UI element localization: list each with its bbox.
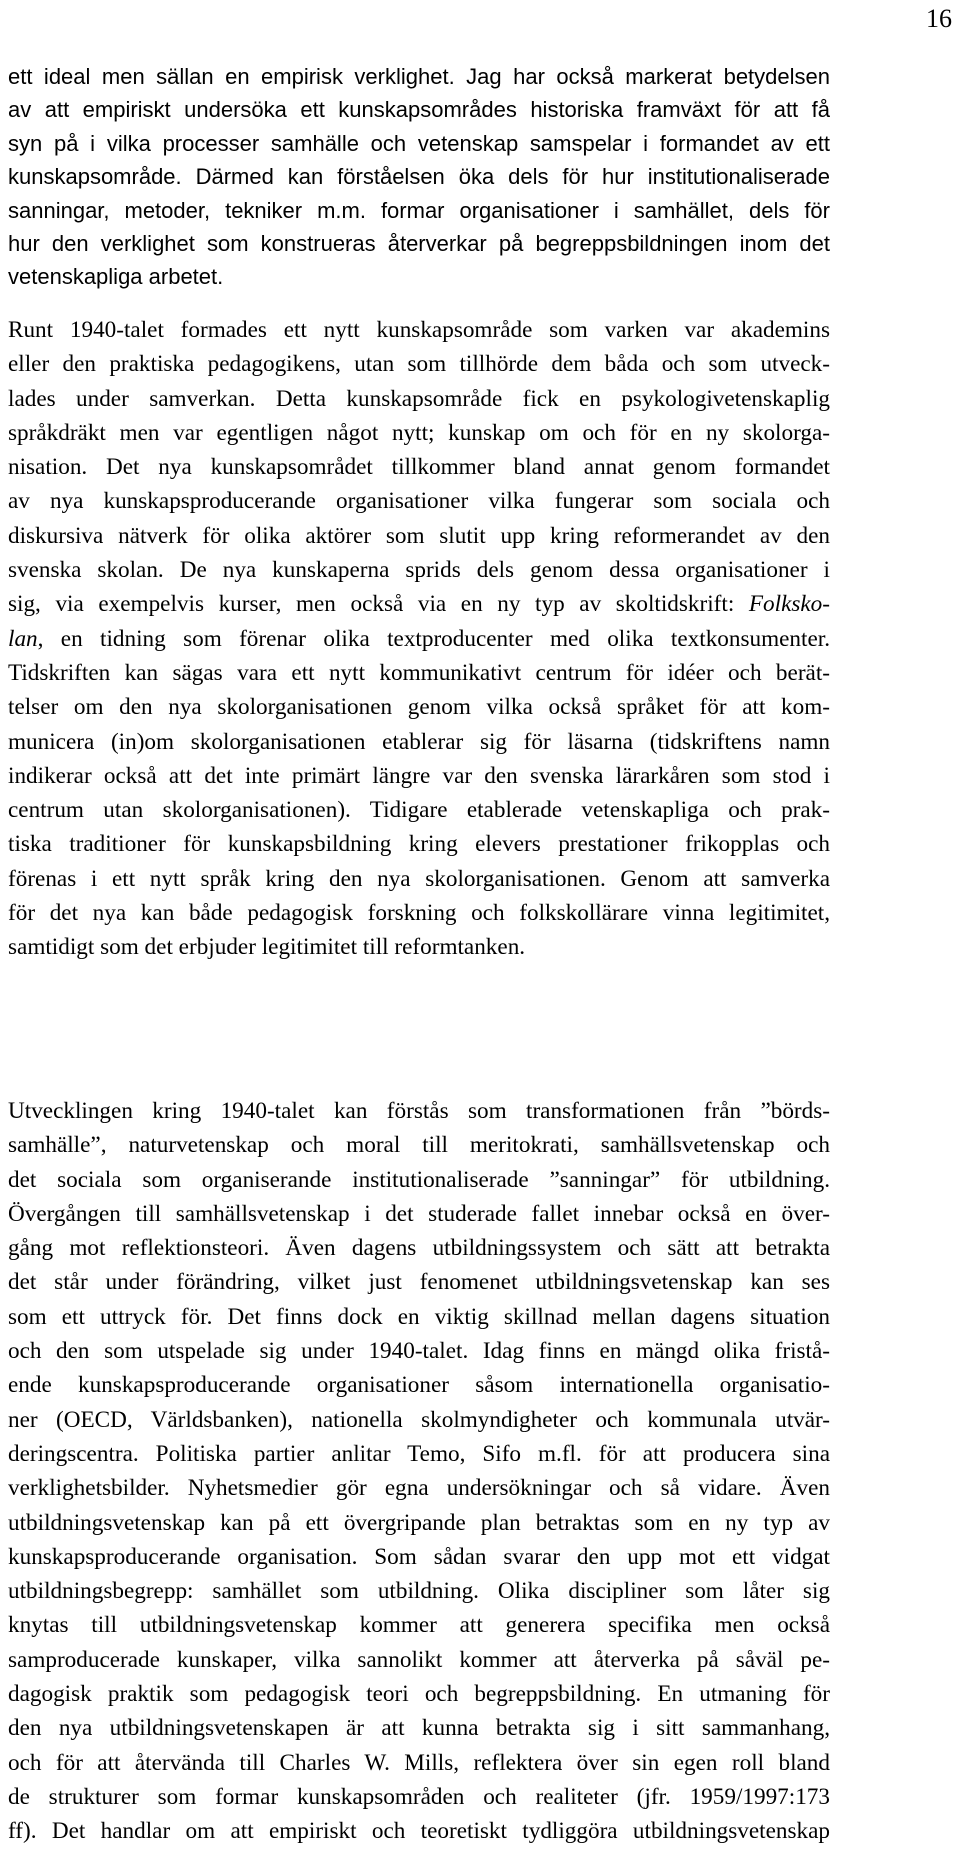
paragraph-3-line: det står under förändring, vilket just fenomenet utbildningsvetenskap kan ses: [8, 1269, 830, 1296]
paragraph-3-line: gång mot reflektionsteori. Även dagens utbildningssystem och sätt att betrakta: [8, 1235, 830, 1262]
paragraph-3-line: de strukturer som formar kunskapsområden och realiteter (jfr. 1959/1997:173: [8, 1783, 830, 1810]
paragraph-1-line: vetenskapliga arbetet.: [8, 264, 224, 290]
paragraph-3-line: knytas till utbildningsvetenskap kommer att generera specifika men också: [8, 1612, 830, 1639]
paragraph-1-line: av att empiriskt undersöka ett kunskapsområdes historiska framväxt för att få: [8, 97, 830, 123]
paragraph-1-line: hur den verklighet som konstrueras återverkar på begreppsbildningen inom det: [8, 231, 830, 257]
journal-title-italic: lan: [8, 625, 38, 652]
paragraph-2-line: samtidigt som det erbjuder legitimitet till reformtanken.: [8, 934, 526, 961]
paragraph-3-line: kunskapsproducerande organisation. Som sådan svarar den upp mot ett vidgat: [8, 1543, 830, 1570]
paragraph-2-line: indikerar också att det inte primärt längre var den svenska lärarkåren som stod i: [8, 762, 830, 789]
paragraph-3-line: och för att återvända till Charles W. Mills, reflektera över sin egen roll bland: [8, 1749, 830, 1776]
paragraph-3-line: utbildningsvetenskap kan på ett övergripande plan betraktas som en ny typ av: [8, 1509, 830, 1536]
paragraph-3-line: ende kunskapsproducerande organisationer såsom internationella organisatio-: [8, 1372, 830, 1399]
paragraph-3-line: ner (OECD, Världsbanken), nationella skolmyndigheter och kommunala utvär-: [8, 1406, 830, 1433]
paragraph-2-line: nisation. Det nya kunskapsområdet tillkommer bland annat genom formandet: [8, 454, 830, 481]
paragraph-3-line: och den som utspelade sig under 1940-talet. Idag finns en mängd olika fristå-: [8, 1338, 830, 1365]
paragraph-3-line: samproducerade kunskaper, vilka sannolikt kommer att återverka på såväl pe-: [8, 1646, 830, 1673]
paragraph-2-line: tiska traditioner för kunskapsbildning kring elevers prestationer frikopplas och: [8, 831, 830, 858]
paragraph-1-line: sanningar, metoder, tekniker m.m. formar organisationer i samhället, dels för: [8, 197, 830, 223]
paragraph-3-line: den nya utbildningsvetenskapen är att kunna betrakta sig i sitt sammanhang,: [8, 1715, 830, 1742]
paragraph-2-line: centrum utan skolorganisationen). Tidigare etablerade vetenskapliga och prak-: [8, 797, 830, 824]
paragraph-2-line-with-italic: sig, via exempelvis kurser, men också via en ny typ av skoltidskrift: Folksko-: [8, 591, 830, 618]
paragraph-2-line: språkdräkt men var egentligen något nytt; kunskap om och för en ny skolorga-: [8, 419, 830, 446]
paragraph-2-line: för det nya kan både pedagogisk forskning och folkskollärare vinna legitimitet,: [8, 900, 830, 927]
paragraph-3-line: Utvecklingen kring 1940-talet kan förstås som transformationen från ”börds-: [8, 1098, 830, 1124]
paragraph-2-line: svenska skolan. De nya kunskaperna sprids dels genom dessa organisationer i: [8, 557, 830, 584]
journal-title-italic: Folksko-: [748, 591, 830, 618]
paragraph-2: [8, 313, 830, 965]
paragraph-3-line: dagogisk praktik som pedagogisk teori och begreppsbildning. En utmaning för: [8, 1681, 830, 1708]
paragraph-2-line: eller den praktiska pedagogikens, utan som tillhörde dem båda och som utveck-: [8, 351, 830, 378]
paragraph-3-line: deringscentra. Politiska partier anlitar Temo, Sifo m.fl. för att producera sina: [8, 1440, 830, 1467]
paragraph-2-line: telser om den nya skolorganisationen genom vilka också språket för att kom-: [8, 694, 830, 721]
paragraph-1-line: syn på i vilka processer samhälle och vetenskap samspelar i formandet av ett: [8, 130, 830, 156]
paragraph-3-line: utbildningsbegrepp: samhället som utbildning. Olika discipliner som låter sig: [8, 1578, 830, 1605]
paragraph-2-line: diskursiva nätverk för olika aktörer som slutit upp kring reformerandet av den: [8, 522, 830, 549]
paragraph-3-line: som ett uttryck för. Det finns dock en viktig skillnad mellan dagens situation: [8, 1303, 830, 1330]
paragraph-3-line: Övergången till samhällsvetenskap i det studerade fallet innebar också en över-: [8, 1200, 830, 1227]
paragraph-2-line: municera (in)om skolorganisationen etablerar sig för läsarna (tidskriftens namn: [8, 728, 830, 755]
paragraph-2-line: Runt 1940-talet formades ett nytt kunskapsområde som varken var akademins: [8, 317, 830, 343]
paragraph-2-line-with-italic: lan, en tidning som förenar olika textproducenter med olika textkonsumenter.: [8, 625, 830, 652]
paragraph-2-line: av nya kunskapsproducerande organisationer vilka fungerar som sociala och: [8, 488, 830, 515]
paragraph-3-line: det sociala som organiserande institutionaliserade ”sanningar” för utbildning.: [8, 1166, 830, 1193]
paragraph-3-line: samhälle”, naturvetenskap och moral till meritokrati, samhällsvetenskap och: [8, 1132, 830, 1159]
page-number: 16: [926, 4, 952, 33]
paragraph-2-line: Tidskriften kan sägas vara ett nytt kommunikativt centrum för idéer och berät-: [8, 659, 830, 686]
paragraph-3-line: verklighetsbilder. Nyhetsmedier gör egna undersökningar och så vidare. Även: [8, 1475, 830, 1502]
paragraph-1: [8, 60, 830, 294]
paragraph-3: [8, 1094, 830, 1849]
paragraph-3-line: ff). Det handlar om att empiriskt och teoretiskt tydliggöra utbildningsvetenskap: [8, 1818, 830, 1845]
paragraph-2-line: förenas i ett nytt språk kring den nya skolorganisationen. Genom att samverka: [8, 865, 830, 892]
paragraph-1-line: ett ideal men sällan en empirisk verklighet. Jag har också markerat betydelsen: [8, 64, 830, 89]
paragraph-1-line: kunskapsområde. Därmed kan förståelsen öka dels för hur institutionaliserade: [8, 164, 830, 190]
paragraph-2-line: lades under samverkan. Detta kunskapsområde fick en psykologivetenskaplig: [8, 385, 830, 412]
